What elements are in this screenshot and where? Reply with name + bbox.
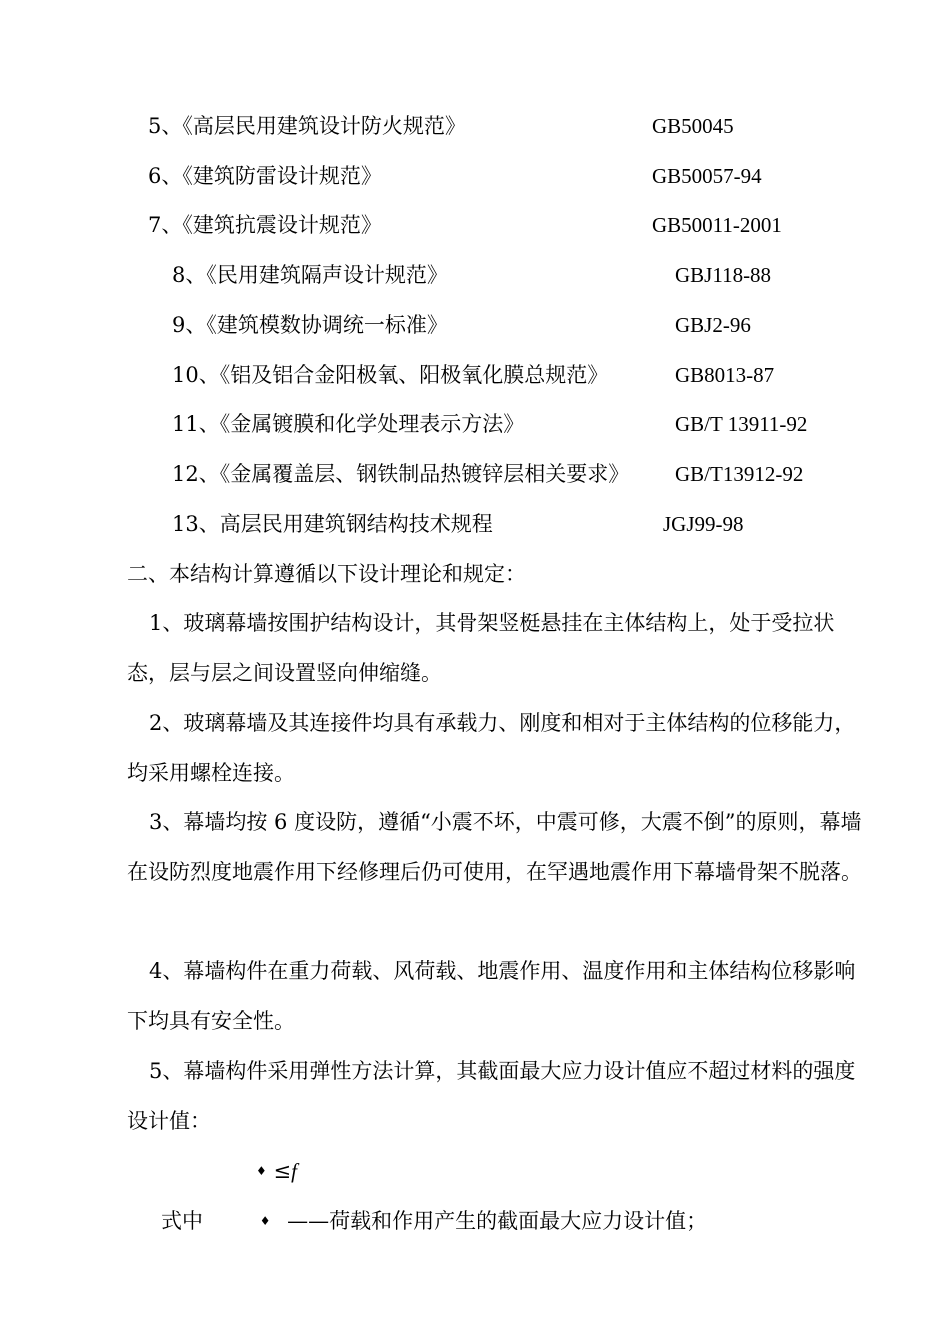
- standard-title: 《高层民用建筑设计防火规范》: [182, 114, 466, 138]
- standard-title: 《铝及铝合金阳极氧、阳极氧化膜总规范》: [219, 363, 609, 387]
- standard-item: [172, 461, 629, 487]
- standard-title: 《建筑模数协调统一标准》: [206, 313, 448, 337]
- standard-item: [172, 362, 608, 388]
- standard-num: 13、: [172, 512, 220, 536]
- rule-paragraph: 1、玻璃幕墙按围护结构设计，其骨架竖梃悬挂在主体结构上，处于受拉状态，层与层之间设置竖向伸缩缝。: [127, 611, 835, 685]
- sigma-symbol-icon: ♦: [256, 1164, 267, 1178]
- standard-code: GB50011-2001: [652, 213, 782, 237]
- definition-text: ——荷载和作用产生的截面最大应力设计值；: [287, 1209, 708, 1233]
- standard-code: GBJ118-88: [675, 263, 772, 287]
- standard-num: 8、: [172, 263, 207, 287]
- standard-item: [148, 163, 382, 189]
- standard-title: 《民用建筑隔声设计规范》: [206, 263, 448, 287]
- standard-num: 10、: [172, 363, 220, 387]
- standard-title: 《建筑防雷设计规范》: [182, 164, 382, 188]
- standard-item: [172, 312, 448, 338]
- rule-paragraph: 5、幕墙构件采用弹性方法计算，其截面最大应力设计值应不超过材料的强度设计值：: [127, 1059, 856, 1133]
- formula-relation: ≤: [273, 1159, 292, 1183]
- section-heading: 二、本结构计算遵循以下设计理论和规定：: [127, 562, 526, 586]
- definition-lead: 式中: [161, 1209, 203, 1233]
- standard-num: 9、: [172, 313, 207, 337]
- standard-item: [172, 411, 524, 437]
- standard-title: 《金属镀膜和化学处理表示方法》: [219, 412, 525, 436]
- formula-rhs: f: [291, 1159, 297, 1183]
- formula: [256, 1158, 297, 1184]
- standard-item: [148, 212, 382, 238]
- rule-paragraph: 4、幕墙构件在重力荷载、风荷载、地震作用、温度作用和主体结构位移影响下均具有安全性。: [127, 959, 856, 1033]
- standard-code: GBJ2-96: [675, 313, 751, 337]
- standard-item: [148, 113, 466, 139]
- standard-title: 《金属覆盖层、钢铁制品热镀锌层相关要求》: [219, 462, 630, 486]
- sigma-symbol-icon: ♦: [259, 1214, 271, 1228]
- definition-line: [161, 1208, 707, 1234]
- standard-num: 5、: [148, 114, 183, 138]
- standard-item: [172, 511, 493, 537]
- standard-code: GB50057-94: [652, 164, 762, 188]
- standard-num: 6、: [148, 164, 183, 188]
- standard-code: GB8013-87: [675, 363, 775, 387]
- standard-title: 高层民用建筑钢结构技术规程: [219, 512, 493, 536]
- standard-code: GB50045: [652, 114, 734, 138]
- standard-code: JGJ99-98: [663, 512, 744, 536]
- standard-item: [172, 262, 448, 288]
- standard-code: GB/T 13911-92: [675, 412, 808, 436]
- rule-paragraph: 2、玻璃幕墙及其连接件均具有承载力、刚度和相对于主体结构的位移能力，均采用螺栓连接。: [127, 711, 856, 785]
- standard-code: GB/T13912-92: [675, 462, 804, 486]
- standard-num: 12、: [172, 462, 220, 486]
- standard-title: 《建筑抗震设计规范》: [182, 213, 382, 237]
- standard-num: 7、: [148, 213, 183, 237]
- rule-paragraph: 3、幕墙均按 6 度设防，遵循“小震不坏，中震可修，大震不倒”的原则，幕墙在设防烈度地震作用下经修理后仍可使用，在罕遇地震作用下幕墙骨架不脱落。: [127, 810, 862, 884]
- standard-num: 11、: [172, 412, 220, 436]
